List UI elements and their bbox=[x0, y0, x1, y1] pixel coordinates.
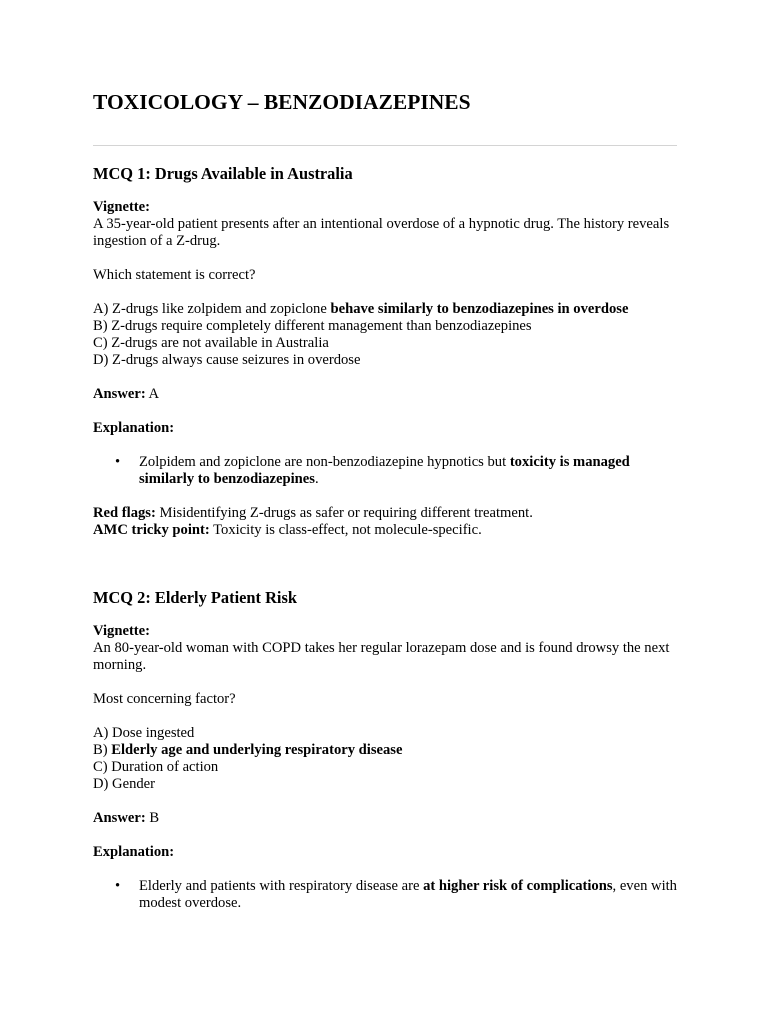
explanation-bullet bbox=[93, 454, 677, 488]
option-a bbox=[93, 725, 677, 742]
bullet-emphasis: at higher risk of complications bbox=[423, 878, 613, 894]
option-d bbox=[93, 352, 677, 369]
explanation-label: Explanation: bbox=[93, 844, 175, 860]
red-flags-label: Red flags: bbox=[93, 505, 156, 521]
page-title: TOXICOLOGY – BENZODIAZEPINES bbox=[93, 90, 471, 114]
option-text: B) Z-drugs require completely different management than benzodiazepines bbox=[93, 318, 532, 334]
explanation-bullet bbox=[93, 878, 677, 912]
question-text: Most concerning factor? bbox=[93, 691, 236, 707]
options-list bbox=[93, 725, 677, 793]
options-list bbox=[93, 301, 677, 369]
tricky-point-label: AMC tricky point: bbox=[93, 522, 210, 538]
option-text: C) Z-drugs are not available in Australia bbox=[93, 335, 329, 351]
vignette bbox=[93, 623, 677, 674]
answer-value: A bbox=[148, 386, 160, 402]
mcq-heading: MCQ 2: Elderly Patient Risk bbox=[93, 588, 297, 607]
answer-label: Answer: bbox=[93, 810, 146, 826]
option-text: D) Gender bbox=[93, 776, 155, 792]
vignette-text: A 35-year-old patient presents after an intentional overdose of a hypnotic drug. The history reveals ingestion of a Z-drug. bbox=[93, 216, 670, 249]
vignette bbox=[93, 199, 677, 250]
option-emphasis: behave similarly to benzodiazepines in overdose bbox=[330, 301, 629, 317]
option-d bbox=[93, 776, 677, 793]
red-flags-text: Misidentifying Z-drugs as safer or requiring different treatment. bbox=[159, 505, 533, 521]
question-text: Which statement is correct? bbox=[93, 267, 256, 283]
mcq-section-2 bbox=[93, 588, 677, 912]
answer-value: B bbox=[149, 810, 160, 826]
option-a bbox=[93, 301, 677, 318]
option-text: C) Duration of action bbox=[93, 759, 219, 775]
explanation-list bbox=[93, 878, 677, 912]
option-text: B) bbox=[93, 742, 112, 758]
option-text: A) Z-drugs like zolpidem and zopiclone bbox=[93, 301, 331, 317]
vignette-label: Vignette: bbox=[93, 623, 150, 639]
option-b bbox=[93, 742, 677, 759]
red-flags-block bbox=[93, 505, 677, 539]
bullet-icon: • bbox=[115, 878, 121, 894]
option-text: A) Dose ingested bbox=[93, 725, 195, 741]
explanation-list bbox=[93, 454, 677, 488]
answer-label: Answer: bbox=[93, 386, 146, 402]
explanation-label: Explanation: bbox=[93, 420, 175, 436]
bullet-icon: • bbox=[115, 454, 121, 470]
answer-line bbox=[93, 386, 677, 403]
option-c bbox=[93, 335, 677, 352]
bullet-suffix: , even with modest overdose. bbox=[139, 878, 677, 911]
option-text: D) Z-drugs always cause seizures in overdose bbox=[93, 352, 361, 368]
option-c bbox=[93, 759, 677, 776]
bullet-text: Elderly and patients with respiratory disease are bbox=[139, 878, 424, 894]
vignette-text: An 80-year-old woman with COPD takes her regular lorazepam dose and is found drowsy the next morning. bbox=[93, 640, 670, 673]
bullet-text: Zolpidem and zopiclone are non-benzodiazepine hypnotics but bbox=[139, 454, 510, 470]
answer-line bbox=[93, 810, 677, 827]
bullet-suffix: . bbox=[314, 471, 319, 487]
option-b bbox=[93, 318, 677, 335]
horizontal-divider bbox=[93, 145, 677, 146]
tricky-point-text: Toxicity is class-effect, not molecule-specific. bbox=[213, 522, 482, 538]
mcq-section-1 bbox=[93, 164, 677, 539]
vignette-label: Vignette: bbox=[93, 199, 150, 215]
mcq-heading: MCQ 1: Drugs Available in Australia bbox=[93, 164, 353, 183]
bullet-emphasis: toxicity is managed similarly to benzodiazepines bbox=[139, 454, 630, 487]
option-emphasis: Elderly age and underlying respiratory disease bbox=[111, 742, 403, 758]
